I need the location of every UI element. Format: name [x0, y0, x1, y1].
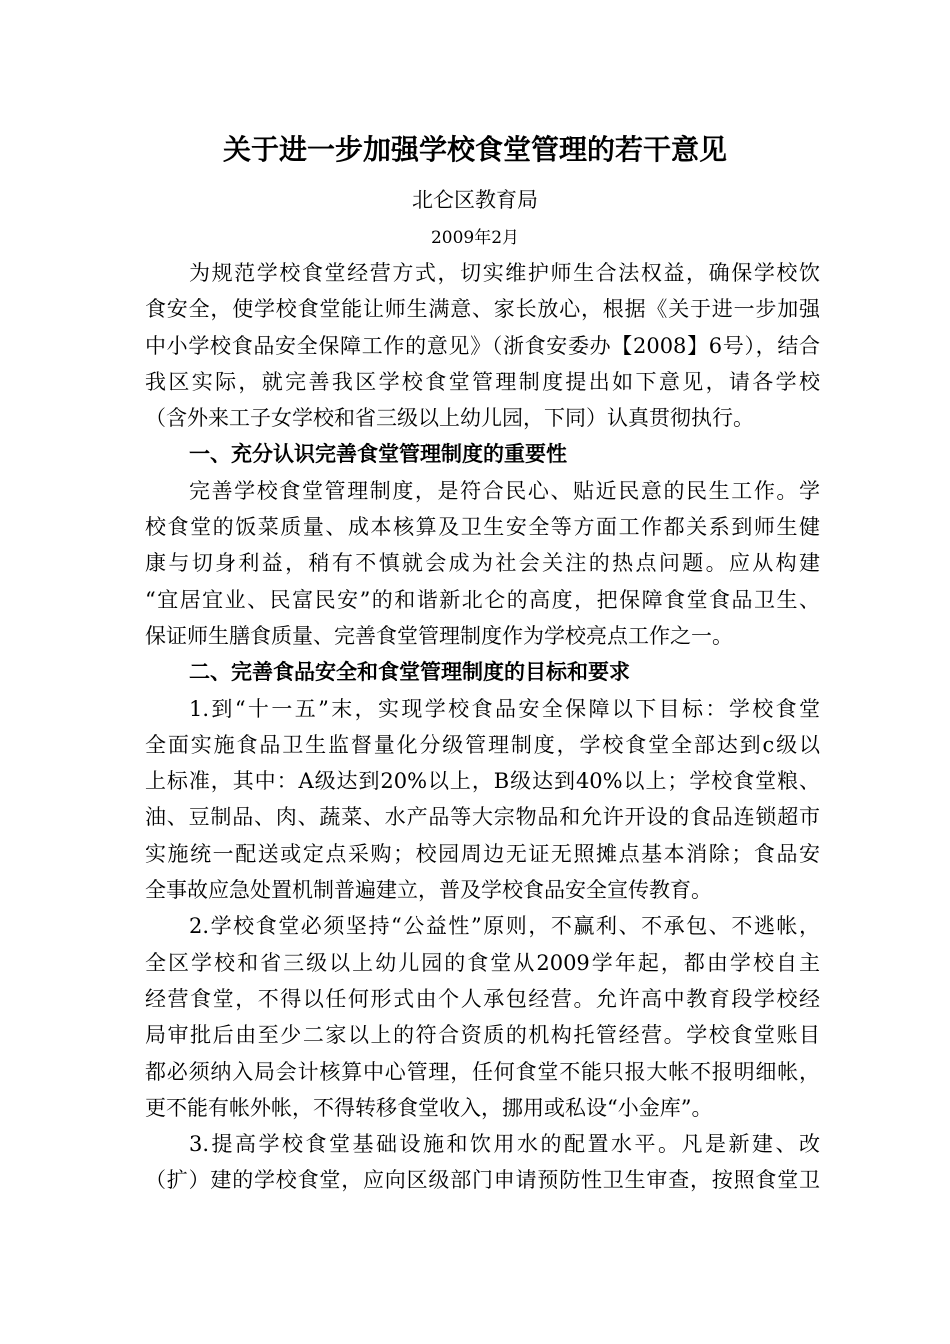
paragraph-line: 保证师生膳食质量、完善食堂管理制度作为学校亮点工作之一。 [145, 623, 733, 648]
paragraph-line: 校食堂的饭菜质量、成本核算及卫生安全等方面工作都关系到师生健 [145, 515, 820, 540]
paragraph-line: 全区学校和省三级以上幼儿园的食堂从2009学年起，都由学校自主 [145, 950, 820, 975]
paragraph-line: 都必须纳入局会计核算中心管理，任何食堂不能只报大帐不报明细帐， [145, 1059, 820, 1084]
paragraph-line: （含外来工子女学校和省三级以上幼儿园，下同）认真贯彻执行。 [145, 406, 754, 431]
paragraph-line: 我区实际，就完善我区学校食堂管理制度提出如下意见，请各学校 [145, 369, 820, 394]
paragraph-line: 局审批后由至少二家以上的符合资质的机构托管经营。学校食堂账目 [145, 1023, 820, 1048]
paragraph-line: （扩）建的学校食堂，应向区级部门申请预防性卫生审查，按照食堂卫 [145, 1168, 820, 1193]
paragraph-line: 全面实施食品卫生监督量化分级管理制度，学校食堂全部达到c级以 [145, 732, 820, 757]
issuer: 北仑区教育局 [412, 188, 538, 212]
document-body [145, 255, 820, 1199]
paragraph-line: 实施统一配送或定点采购；校园周边无证无照摊点基本消除；食品安 [145, 841, 820, 866]
paragraph-line: 中小学校食品安全保障工作的意见》（浙食安委办【2008】6号），结合 [145, 333, 820, 358]
section-heading: 一、充分认识完善食堂管理制度的重要性 [189, 441, 567, 467]
issue-date: 2009年2月 [430, 228, 520, 248]
paragraph-line: 康与切身利益，稍有不慎就会成为社会关注的热点问题。应从构建 [145, 551, 820, 576]
paragraph-line: 经营食堂，不得以任何形式由个人承包经营。允许高中教育段学校经 [145, 986, 820, 1011]
paragraph-line: 更不能有帐外帐，不得转移食堂收入，挪用或私设“小金库”。 [145, 1095, 713, 1120]
section-heading: 二、完善食品安全和食堂管理制度的目标和要求 [189, 659, 630, 685]
paragraph-line: “宜居宜业、民富民安”的和谐新北仑的高度，把保障食堂食品卫生、 [145, 587, 820, 612]
paragraph-line: 食安全，使学校食堂能让师生满意、家长放心，根据《关于进一步加强 [145, 297, 820, 322]
paragraph-line: 1.到“十一五”末，实现学校食品安全保障以下目标：学校食堂 [189, 696, 820, 721]
document-title: 关于进一步加强学校食堂管理的若干意见 [222, 133, 727, 166]
paragraph-line: 完善学校食堂管理制度，是符合民心、贴近民意的民生工作。学 [189, 478, 820, 503]
paragraph-line: 2.学校食堂必须坚持“公益性”原则，不赢利、不承包、不逃帐， [189, 914, 820, 939]
paragraph-line: 3.提高学校食堂基础设施和饮用水的配置水平。凡是新建、改 [189, 1132, 820, 1157]
paragraph-line: 为规范学校食堂经营方式，切实维护师生合法权益，确保学校饮 [189, 261, 820, 285]
paragraph-line: 全事故应急处置机制普遍建立，普及学校食品安全宣传教育。 [145, 878, 712, 903]
paragraph-line: 上标准，其中：A级达到20%以上，B级达到40%以上；学校食堂粮、 [145, 769, 820, 794]
paragraph-line: 油、豆制品、肉、蔬菜、水产品等大宗物品和允许开设的食品连锁超市 [145, 805, 820, 830]
